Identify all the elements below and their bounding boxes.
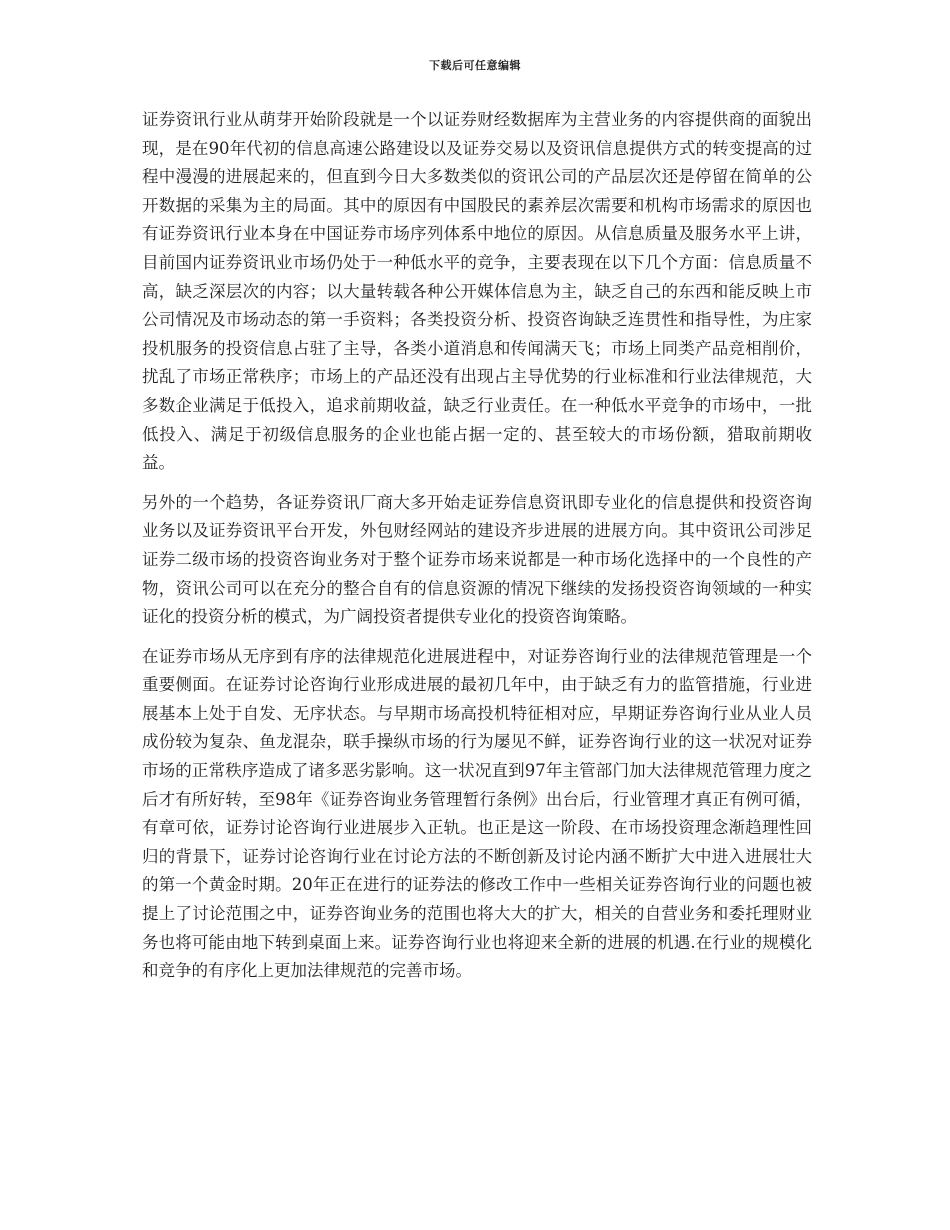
document-body — [142, 106, 812, 997]
paragraph-trend: 另外的一个趋势，各证券资讯厂商大多开始走证券信息资讯即专业化的信息提供和投资咨询业务以及证券资讯平台开发，外包财经网站的建设齐步进展的进展方向。其中资讯公司涉足证券二级市场的投资咨询业务对于整个证券市场来说都是一种市场化选择中的一个良性的产物，资讯公司可以在充分的整合自有的信息资源的情况下继续的发扬投资咨询领域的一种实证化的投资分析的模式，为广阔投资者提供专业化的投资咨询策略。 — [142, 492, 812, 627]
page-header: 下载后可任意编辑 — [429, 59, 521, 72]
paragraph-industry-overview: 证券资讯行业从萌芽开始阶段就是一个以证券财经数据库为主营业务的内容提供商的面貌出现，是在90年代初的信息高速公路建设以及证券交易以及资讯信息提供方式的转变提高的过程中漫漫的进展起来的，但直到今日大多数类似的资讯公司的产品层次还是停留在简单的公开数据的采集为主的局面。其中的原因有中国股民的素养层次需要和机构市场需求的原因也有证券资讯行业本身在中国证券市场序列体系中地位的原因。从信息质量及服务水平上讲，目前国内证券资讯业市场仍处于一种低水平的竞争，主要表现在以下几个方面：信息质量不高，缺乏深层次的内容；以大量转载各种公开媒体信息为主，缺乏自己的东西和能反映上市公司情况及市场动态的第一手资料；各类投资分析、投资咨询缺乏连贯性和指导性，为庄家投机服务的投资信息占驻了主导，各类小道消息和传闻满天飞；市场上同类产品竞相削价，扰乱了市场正常秩序；市场上的产品还没有出现占主导优势的行业标准和行业法律规范，大多数企业满足于低投入，追求前期收益，缺乏行业责任。在一种低水平竞争的市场中，一批低投入、满足于初级信息服务的企业也能占据一定的、甚至较大的市场份额，猎取前期收益。 — [142, 110, 812, 473]
paragraph-regulation: 在证券市场从无序到有序的法律规范化进展进程中，对证券咨询行业的法律规范管理是一个重要侧面。在证券讨论咨询行业形成进展的最初几年中，由于缺乏有力的监管措施，行业进展基本上处于自发、无序状态。与早期市场高投机特征相对应，早期证券咨询行业从业人员成份较为复杂、鱼龙混杂，联手操纵市场的行为屡见不鲜，证券咨询行业的这一状况对证券市场的正常秩序造成了诸多恶劣影响。这一状况直到97年主管部门加大法律规范管理力度之后才有所好转，至98年《证券咨询业务管理暂行条例》出台后，行业管理才真正有例可循，有章可依，证券讨论咨询行业进展步入正轨。也正是这一阶段、在市场投资理念渐趋理性回归的背景下，证券讨论咨询行业在讨论方法的不断创新及讨论内涵不断扩大中进入进展壮大的第一个黄金时期。20年正在进行的证券法的修改工作中一些相关证券咨询行业的问题也被提上了讨论范围之中，证券咨询业务的范围也将大大的扩大，相关的自营业务和委托理财业务也将可能由地下转到桌面上来。证券咨询行业也将迎来全新的进展的机遇.在行业的规模化和竞争的有序化上更加法律规范的完善市场。 — [142, 646, 812, 981]
